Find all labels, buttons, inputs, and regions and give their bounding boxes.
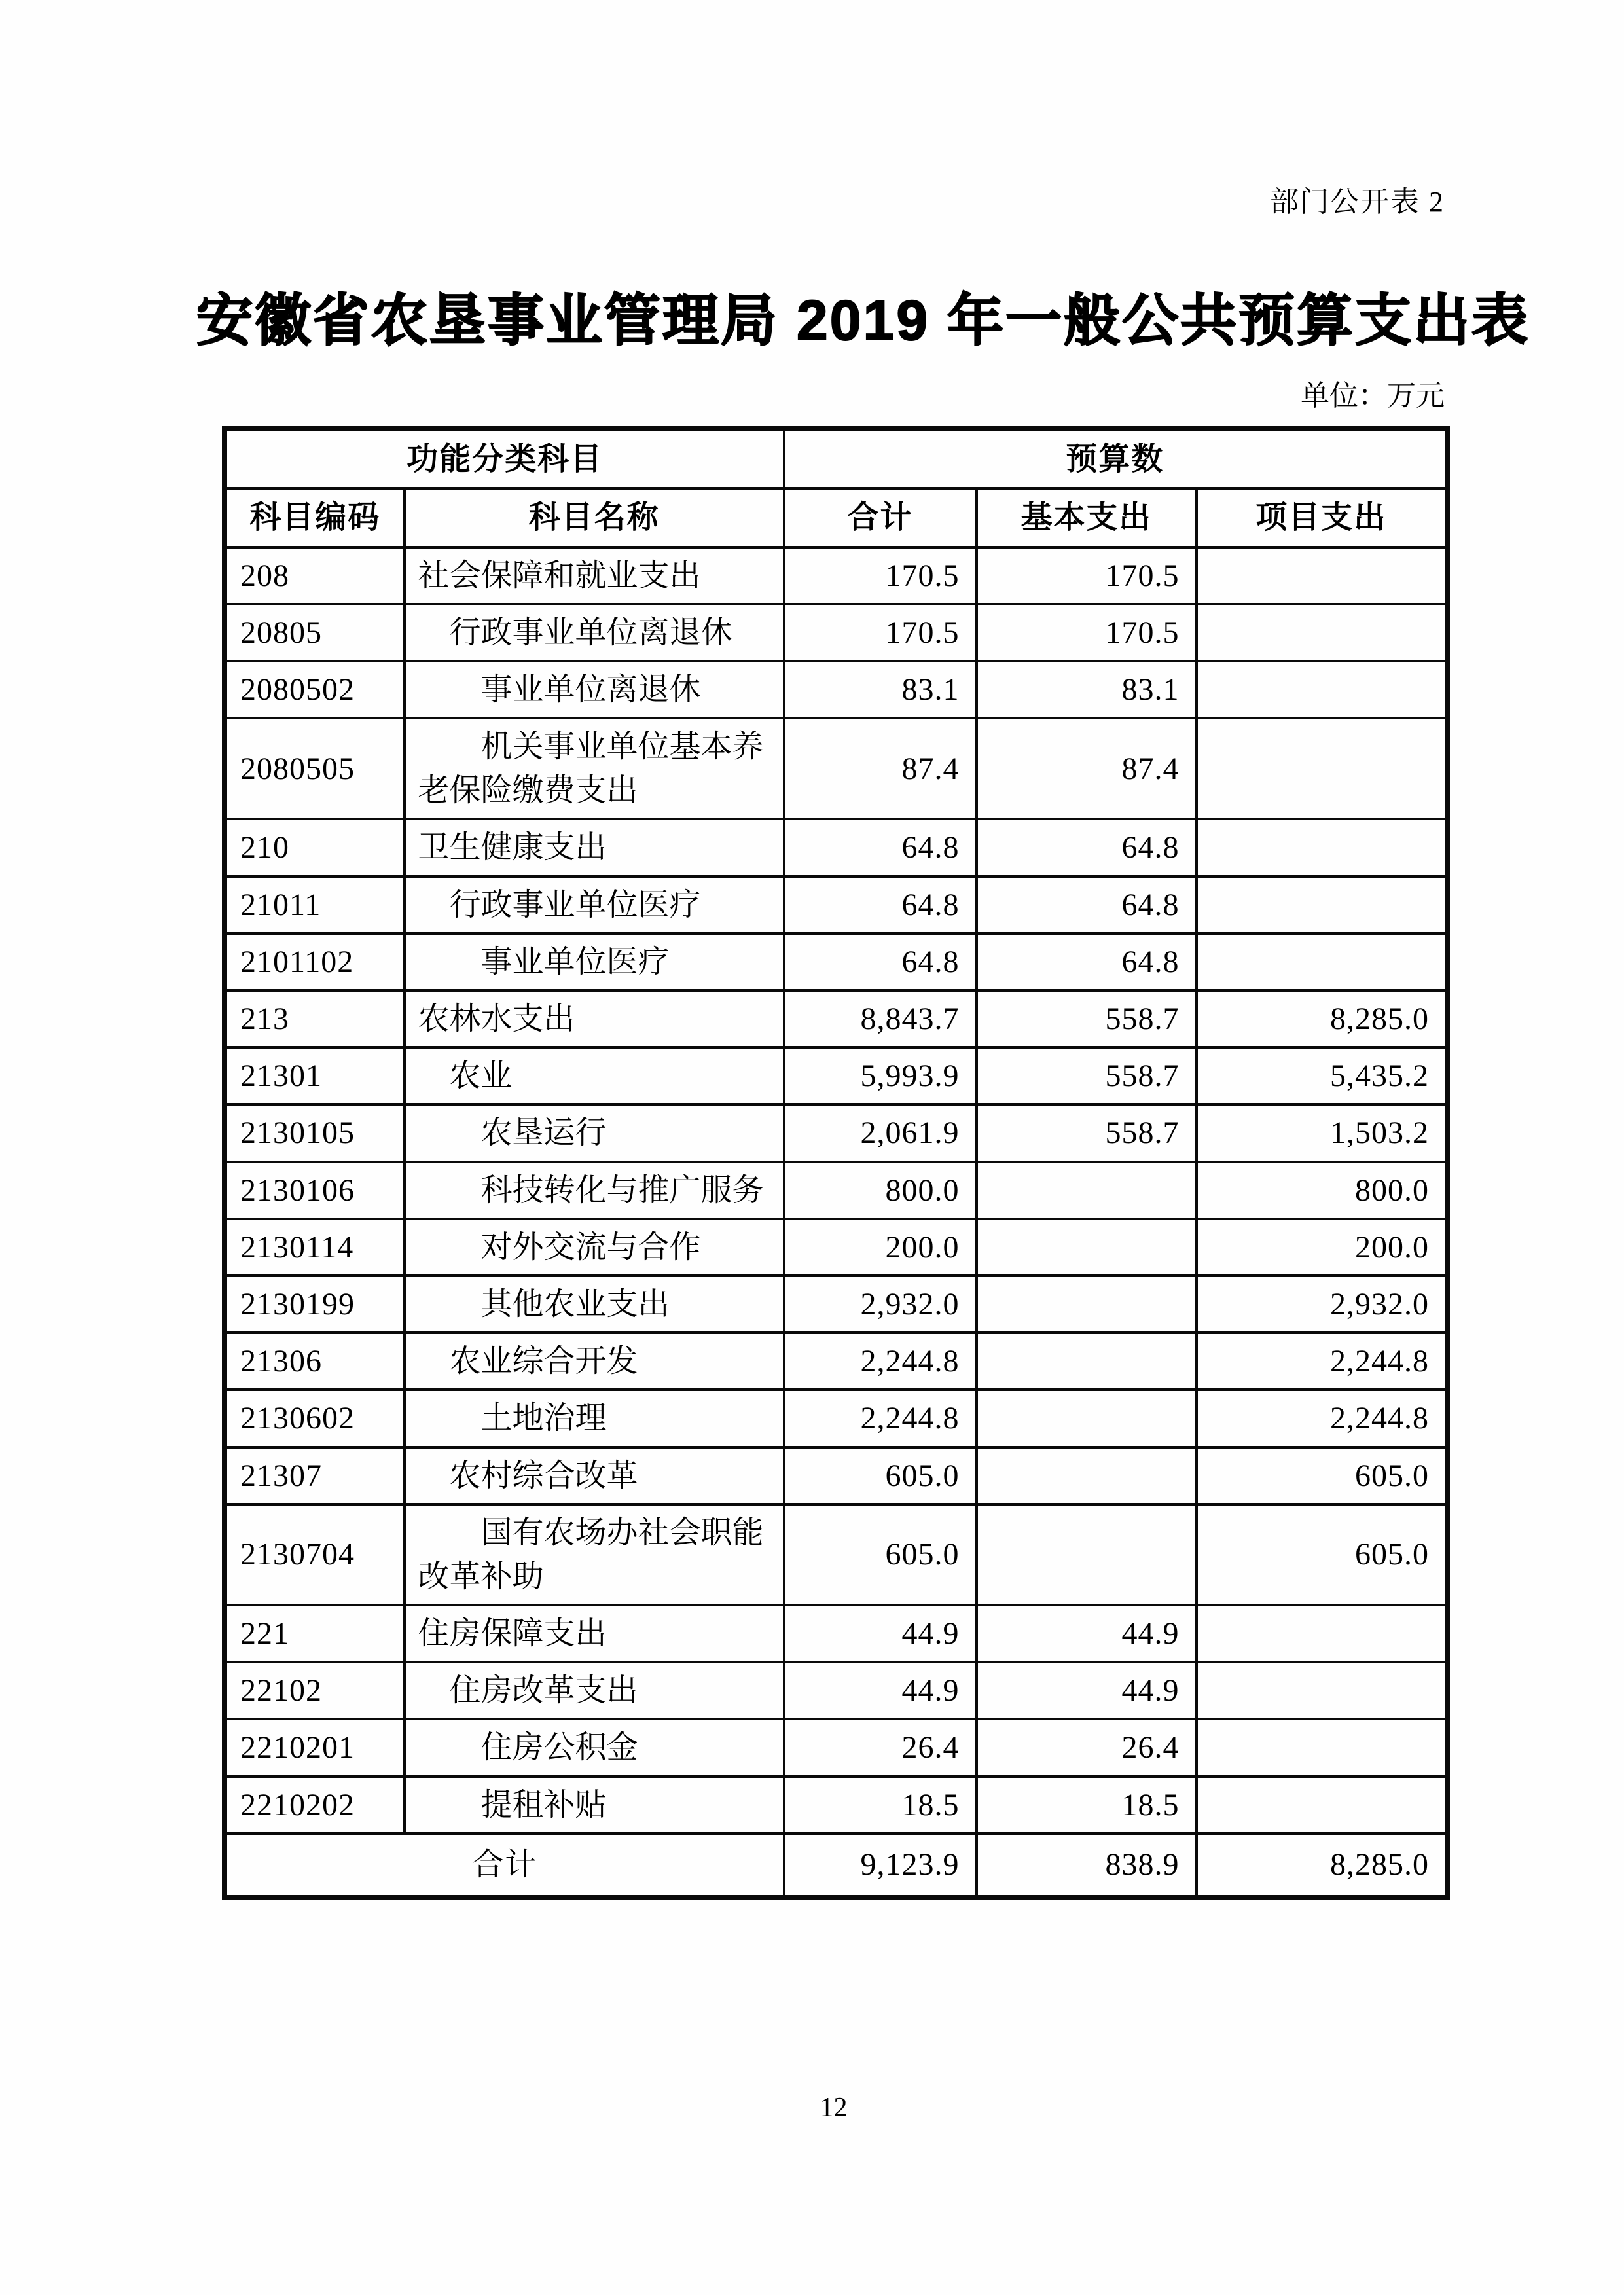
subject-code-cell: 208 xyxy=(225,547,405,604)
total-basic-cell: 838.9 xyxy=(977,1834,1197,1898)
header-basic-expenditure: 基本支出 xyxy=(977,488,1197,547)
basic-expenditure-cell: 558.7 xyxy=(977,1104,1197,1161)
subject-name-cell: 土地治理 xyxy=(405,1390,784,1447)
subject-code-cell: 21307 xyxy=(225,1447,405,1504)
subject-code-cell: 21301 xyxy=(225,1047,405,1104)
header-project-expenditure: 项目支出 xyxy=(1197,488,1447,547)
subject-name-cell: 其他农业支出 xyxy=(405,1276,784,1333)
project-expenditure-cell xyxy=(1197,604,1447,661)
subject-code-cell: 210 xyxy=(225,819,405,876)
table-row xyxy=(225,1219,1447,1276)
table-row xyxy=(225,1777,1447,1834)
subject-code-cell: 2101102 xyxy=(225,933,405,990)
page-number: 12 xyxy=(820,2093,848,2123)
project-expenditure-cell xyxy=(1197,1605,1447,1662)
subject-code-cell: 2130602 xyxy=(225,1390,405,1447)
subject-code-cell: 221 xyxy=(225,1605,405,1662)
table-header-columns-row xyxy=(225,488,1447,547)
table-row xyxy=(225,1333,1447,1390)
basic-expenditure-cell xyxy=(977,1390,1197,1447)
total-cell: 44.9 xyxy=(784,1662,977,1719)
table-row xyxy=(225,661,1447,718)
basic-expenditure-cell xyxy=(977,1447,1197,1504)
total-cell: 5,993.9 xyxy=(784,1047,977,1104)
table-row xyxy=(225,1719,1447,1776)
table-row xyxy=(225,876,1447,933)
subject-code-cell: 2130105 xyxy=(225,1104,405,1161)
table-body xyxy=(225,547,1447,1898)
subject-name-cell: 事业单位医疗 xyxy=(405,933,784,990)
basic-expenditure-cell xyxy=(977,1162,1197,1219)
basic-expenditure-cell: 87.4 xyxy=(977,718,1197,819)
subject-name-cell: 对外交流与合作 xyxy=(405,1219,784,1276)
basic-expenditure-cell: 44.9 xyxy=(977,1605,1197,1662)
project-expenditure-cell xyxy=(1197,718,1447,819)
page-title: 安徽省农垦事业管理局 2019 年一般公共预算支出表 xyxy=(196,289,1530,352)
total-cell: 8,843.7 xyxy=(784,990,977,1047)
table-row xyxy=(225,1047,1447,1104)
table-total-row xyxy=(225,1834,1447,1898)
subject-code-cell: 213 xyxy=(225,990,405,1047)
basic-expenditure-cell: 18.5 xyxy=(977,1777,1197,1834)
project-expenditure-cell: 800.0 xyxy=(1197,1162,1447,1219)
basic-expenditure-cell xyxy=(977,1333,1197,1390)
header-budget-group: 预算数 xyxy=(784,429,1447,488)
subject-code-cell: 2210201 xyxy=(225,1719,405,1776)
subject-name-cell: 农村综合改革 xyxy=(405,1447,784,1504)
total-cell: 64.8 xyxy=(784,876,977,933)
table-row xyxy=(225,1504,1447,1605)
header-subject-name: 科目名称 xyxy=(405,488,784,547)
subject-code-cell: 2080505 xyxy=(225,718,405,819)
subject-code-cell: 2130704 xyxy=(225,1504,405,1605)
total-cell: 2,244.8 xyxy=(784,1390,977,1447)
total-cell: 605.0 xyxy=(784,1504,977,1605)
subject-code-cell: 2130199 xyxy=(225,1276,405,1333)
total-cell: 2,932.0 xyxy=(784,1276,977,1333)
table-row xyxy=(225,547,1447,604)
subject-name-cell: 机关事业单位基本养老保险缴费支出 xyxy=(405,718,784,819)
basic-expenditure-cell: 44.9 xyxy=(977,1662,1197,1719)
project-expenditure-cell xyxy=(1197,876,1447,933)
subject-name-cell: 行政事业单位离退休 xyxy=(405,604,784,661)
total-cell: 605.0 xyxy=(784,1447,977,1504)
total-cell: 44.9 xyxy=(784,1605,977,1662)
table-row xyxy=(225,1605,1447,1662)
subject-name-cell: 行政事业单位医疗 xyxy=(405,876,784,933)
subject-name-cell: 农业综合开发 xyxy=(405,1333,784,1390)
subject-code-cell: 22102 xyxy=(225,1662,405,1719)
total-cell: 2,061.9 xyxy=(784,1104,977,1161)
subject-name-cell: 国有农场办社会职能改革补助 xyxy=(405,1504,784,1605)
project-expenditure-cell xyxy=(1197,933,1447,990)
subject-code-cell: 21011 xyxy=(225,876,405,933)
header-function-group: 功能分类科目 xyxy=(225,429,784,488)
subject-code-cell: 2130114 xyxy=(225,1219,405,1276)
total-cell: 170.5 xyxy=(784,604,977,661)
table-row xyxy=(225,933,1447,990)
basic-expenditure-cell: 558.7 xyxy=(977,990,1197,1047)
basic-expenditure-cell: 64.8 xyxy=(977,933,1197,990)
total-cell: 2,244.8 xyxy=(784,1333,977,1390)
project-expenditure-cell: 2,244.8 xyxy=(1197,1390,1447,1447)
table-row xyxy=(225,990,1447,1047)
subject-name-cell: 农垦运行 xyxy=(405,1104,784,1161)
table-row xyxy=(225,718,1447,819)
total-cell: 170.5 xyxy=(784,547,977,604)
subject-name-cell: 住房公积金 xyxy=(405,1719,784,1776)
basic-expenditure-cell: 26.4 xyxy=(977,1719,1197,1776)
basic-expenditure-cell: 558.7 xyxy=(977,1047,1197,1104)
project-expenditure-cell xyxy=(1197,1777,1447,1834)
table-row xyxy=(225,1276,1447,1333)
table-row xyxy=(225,1104,1447,1161)
budget-table xyxy=(223,427,1449,1900)
total-cell: 64.8 xyxy=(784,933,977,990)
total-sum-cell: 9,123.9 xyxy=(784,1834,977,1898)
total-project-cell: 8,285.0 xyxy=(1197,1834,1447,1898)
unit-label: 单位：万元 xyxy=(1301,380,1445,412)
project-expenditure-cell xyxy=(1197,547,1447,604)
subject-code-cell: 2210202 xyxy=(225,1777,405,1834)
table-header-group-row xyxy=(225,429,1447,488)
total-cell: 64.8 xyxy=(784,819,977,876)
subject-name-cell: 科技转化与推广服务 xyxy=(405,1162,784,1219)
subject-name-cell: 住房改革支出 xyxy=(405,1662,784,1719)
project-expenditure-cell: 605.0 xyxy=(1197,1504,1447,1605)
subject-code-cell: 21306 xyxy=(225,1333,405,1390)
table-row xyxy=(225,1390,1447,1447)
header-subject-code: 科目编码 xyxy=(225,488,405,547)
subject-name-cell: 事业单位离退休 xyxy=(405,661,784,718)
project-expenditure-cell: 2,244.8 xyxy=(1197,1333,1447,1390)
basic-expenditure-cell xyxy=(977,1504,1197,1605)
basic-expenditure-cell: 64.8 xyxy=(977,819,1197,876)
subject-code-cell: 2080502 xyxy=(225,661,405,718)
header-note: 部门公开表 2 xyxy=(1270,186,1445,218)
total-cell: 87.4 xyxy=(784,718,977,819)
project-expenditure-cell: 200.0 xyxy=(1197,1219,1447,1276)
project-expenditure-cell xyxy=(1197,661,1447,718)
table-row xyxy=(225,1447,1447,1504)
project-expenditure-cell: 8,285.0 xyxy=(1197,990,1447,1047)
subject-name-cell: 农业 xyxy=(405,1047,784,1104)
basic-expenditure-cell xyxy=(977,1276,1197,1333)
project-expenditure-cell: 2,932.0 xyxy=(1197,1276,1447,1333)
subject-name-cell: 社会保障和就业支出 xyxy=(405,547,784,604)
basic-expenditure-cell: 64.8 xyxy=(977,876,1197,933)
total-cell: 18.5 xyxy=(784,1777,977,1834)
subject-name-cell: 农林水支出 xyxy=(405,990,784,1047)
subject-name-cell: 住房保障支出 xyxy=(405,1605,784,1662)
project-expenditure-cell: 1,503.2 xyxy=(1197,1104,1447,1161)
project-expenditure-cell xyxy=(1197,1662,1447,1719)
subject-code-cell: 2130106 xyxy=(225,1162,405,1219)
basic-expenditure-cell: 170.5 xyxy=(977,604,1197,661)
subject-code-cell: 20805 xyxy=(225,604,405,661)
table-row xyxy=(225,1162,1447,1219)
subject-name-cell: 提租补贴 xyxy=(405,1777,784,1834)
project-expenditure-cell xyxy=(1197,819,1447,876)
subject-name-cell: 卫生健康支出 xyxy=(405,819,784,876)
total-cell: 800.0 xyxy=(784,1162,977,1219)
total-cell: 26.4 xyxy=(784,1719,977,1776)
total-cell: 83.1 xyxy=(784,661,977,718)
basic-expenditure-cell: 170.5 xyxy=(977,547,1197,604)
header-total: 合计 xyxy=(784,488,977,547)
table-row xyxy=(225,819,1447,876)
total-cell: 200.0 xyxy=(784,1219,977,1276)
project-expenditure-cell: 605.0 xyxy=(1197,1447,1447,1504)
total-label-cell: 合计 xyxy=(225,1834,784,1898)
basic-expenditure-cell: 83.1 xyxy=(977,661,1197,718)
table-row xyxy=(225,604,1447,661)
project-expenditure-cell: 5,435.2 xyxy=(1197,1047,1447,1104)
project-expenditure-cell xyxy=(1197,1719,1447,1776)
table-row xyxy=(225,1662,1447,1719)
basic-expenditure-cell xyxy=(977,1219,1197,1276)
